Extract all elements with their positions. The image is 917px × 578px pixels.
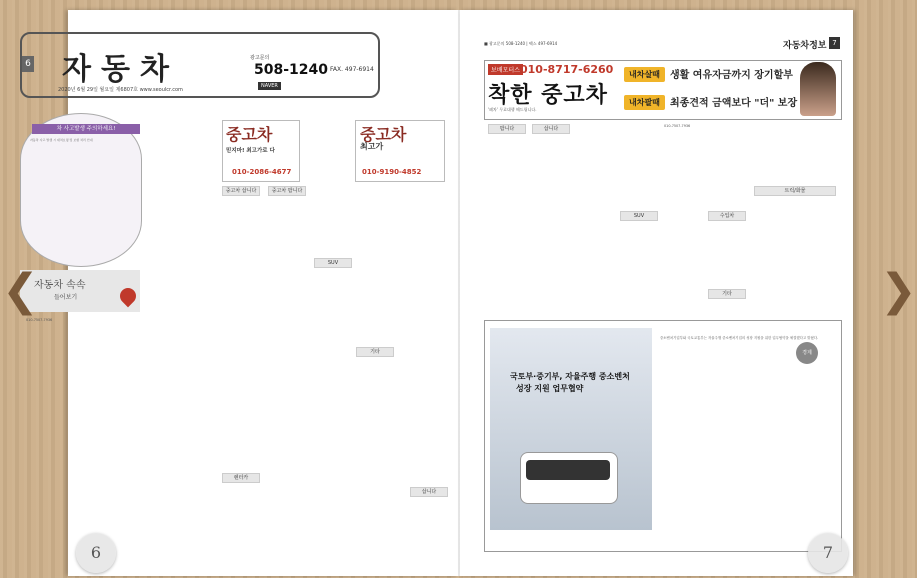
- right-listing-col-7: [754, 124, 834, 314]
- right-section-bar-5: 트럭/화물: [754, 186, 836, 196]
- right-section-bar-4: 수입차: [708, 211, 746, 221]
- right-listing-col-2: [532, 136, 572, 314]
- left-section-bar-2: 중고차 팝니다: [268, 186, 306, 196]
- news-category-badge: 경제: [796, 342, 818, 364]
- right-listing-col-3: [576, 124, 616, 314]
- hero-ad-name: 착한 중고차: [488, 83, 608, 108]
- news-article-text: 중소벤처기업부와 국토교통부는 자율주행 중소벤처기업의 성장 지원을 위한 업무협약을 체결했다고 밝혔다.: [660, 336, 819, 340]
- ad-inquiry-label: 광고문의: [250, 55, 270, 61]
- right-section-bar-6: 기타: [708, 289, 746, 299]
- left-section-bar-1: 중고차 삽니다: [222, 186, 260, 196]
- left-page-title: 자동차: [62, 52, 179, 87]
- hero-ad-brand: 보배모터스: [488, 64, 523, 75]
- right-page-number[interactable]: 7: [808, 533, 848, 573]
- left-listing-col-4: [356, 186, 400, 530]
- news-headline-2: 성장 지원 업무협약: [516, 384, 584, 393]
- hero-ad-portrait: [800, 62, 836, 116]
- issue-date-line: 2020년 6월 29일 월요일 제6807호 www.seoulcr.com: [58, 87, 183, 93]
- right-listing-col-4: [620, 124, 660, 314]
- accident-notice-title: 차 사고발생 주의하세요!: [32, 124, 140, 134]
- used-car-ad-2-phone: 010-9190-4852: [362, 168, 422, 176]
- hero-ad-sell-tag: 내차살때: [624, 67, 665, 82]
- right-page-top-line: ■ 광고문의 508-1240 | 팩스 497-6914: [484, 41, 558, 46]
- left-section-bar-3: 기타: [356, 347, 394, 357]
- bus-window-shape: [526, 460, 610, 480]
- right-section-bar-3: SUV: [620, 211, 658, 221]
- news-headline-1: 국토부·중기부, 자율주행 중소벤처: [510, 372, 630, 381]
- left-listing-col-5: [404, 120, 450, 530]
- right-page-section-title: 자동차정보: [783, 41, 827, 51]
- hero-ad-slogan-2: 최종견적 금액보다 "더" 보장: [670, 98, 798, 109]
- left-section-bar-6: 삽니다: [410, 487, 448, 497]
- right-section-bar-2: 삽니다: [532, 124, 570, 134]
- accident-notice-box: [20, 113, 142, 267]
- left-section-number: 6: [22, 56, 34, 72]
- fax-number: FAX. 497-6914: [330, 66, 374, 73]
- right-listing-col-6: [708, 124, 750, 314]
- hero-ad-phone: 010-8717-6260: [520, 63, 614, 76]
- contact-title: 자동차 속속: [34, 280, 86, 291]
- accident-notice-text: 자동차 사고 발생 시 대처요령 및 보험 처리 안내: [30, 138, 93, 142]
- ad-phone: 508-1240: [254, 62, 328, 78]
- hero-ad-subtitle: '폐차' 무료대행 해드립니다.: [488, 107, 537, 112]
- left-listing-col-3: [314, 186, 354, 530]
- used-car-ad-2-title: 중고차: [360, 125, 407, 144]
- previous-page-arrow[interactable]: ❮: [2, 265, 39, 316]
- contact-subtitle: 들어보기: [54, 294, 78, 301]
- left-article-text: [26, 318, 138, 538]
- right-listing-col-5: [664, 124, 704, 314]
- left-page-number[interactable]: 6: [76, 533, 116, 573]
- left-section-bar-4: SUV: [314, 258, 352, 268]
- next-page-arrow[interactable]: ❯: [880, 265, 917, 316]
- used-car-ad-1-slogan: 믿지마! 최고가로 다: [226, 148, 275, 154]
- left-listing-col-1: [222, 198, 264, 530]
- right-listing-col-1: [488, 136, 528, 314]
- left-section-bar-5: 렌터카: [222, 473, 260, 483]
- naver-badge: NAVER: [258, 82, 281, 90]
- right-page-section-number: 7: [829, 37, 840, 49]
- right-listing-phone: 010-7507-7936: [664, 124, 691, 128]
- left-listing-col-2: [268, 198, 310, 530]
- left-article-phone: 010-7507-7936: [26, 318, 53, 322]
- hero-ad-buy-tag: 내차팔때: [624, 95, 665, 110]
- right-section-bar-1: 팝니다: [488, 124, 526, 134]
- used-car-ad-1-phone: 010-2086-4677: [232, 168, 292, 176]
- used-car-ad-1-title: 중고차: [226, 125, 273, 144]
- used-car-ad-2-slogan: 최고가: [360, 142, 384, 151]
- hero-ad-slogan-1: 생활 여유자금까지 장기할부: [670, 70, 793, 81]
